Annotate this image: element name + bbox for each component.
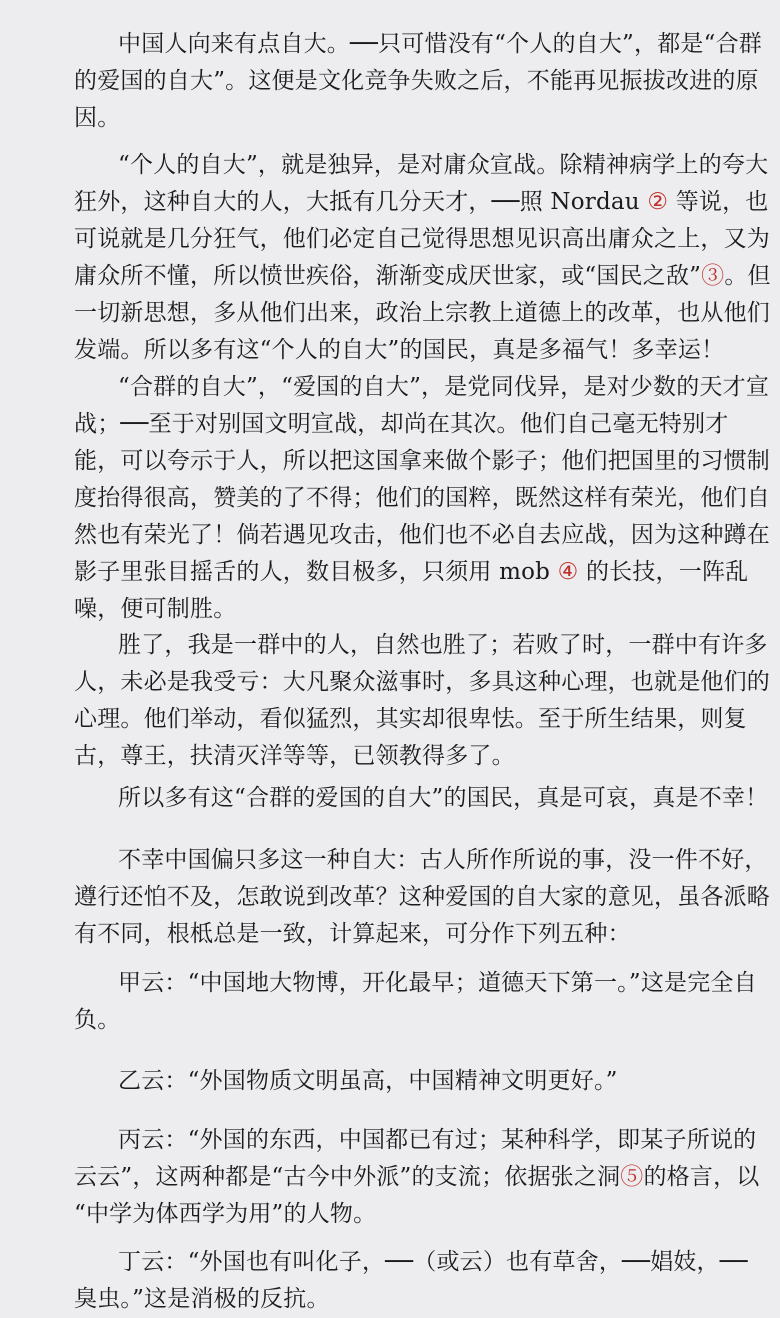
footnote-marker-2[interactable]: ② — [647, 189, 669, 215]
paragraph-4 — [74, 627, 770, 775]
footnote-marker-5[interactable]: ⑤ — [620, 1164, 644, 1190]
footnote-marker-4[interactable]: ④ — [557, 559, 579, 585]
paragraph-line: 丙云：“外国的东西，中国都已有过；某种科学，即某子所说的 — [118, 1127, 757, 1153]
paragraph-line — [74, 184, 769, 221]
paragraph-line: 胜了，我是一群中的人，自然也胜了；若败了时，一群中有许多 — [118, 632, 768, 658]
paragraph-line: 乙云：“外国物质文明虽高，中国精神文明更好。” — [118, 1068, 618, 1094]
paragraph-line: 因。 — [74, 105, 121, 131]
paragraph-3 — [74, 369, 770, 628]
paragraph-line — [74, 554, 749, 591]
line-text: 狂外，这种自大的人，大抵有几分天才，──照 Nordau — [74, 189, 640, 215]
paragraph-line: 中国人向来有点自大。──只可惜没有“个人的自大”，都是“合群 — [118, 31, 762, 57]
paragraph-line: 有不同，根柢总是一致，计算起来，可分作下列五种： — [74, 921, 631, 947]
paragraph-line: 负。 — [74, 1007, 121, 1033]
paragraph-line: 遵行还怕不及，怎敢说到改革？这种爱国的自大家的意见，虽各派略 — [74, 884, 770, 910]
paragraph-line: 丁云：“外国也有叫化子，──（或云）也有草舍，──娼妓，── — [118, 1249, 748, 1275]
line-text: 云云”，这两种都是“古今中外派”的支流；依据张之洞 — [74, 1164, 621, 1190]
paragraph-line: 甲云：“中国地大物博，开化最早；道德天下第一。”这是完全自 — [118, 970, 757, 996]
line-text: 等说，也 — [675, 189, 769, 215]
paragraph-line: 所以多有这“合群的爱国的自大”的国民，真是可哀，真是不幸！ — [118, 785, 769, 811]
line-text: 庸众所不懂，所以愤世疾俗，渐渐变成厌世家，或“国民之敌” — [74, 263, 702, 289]
line-text: 。但 — [724, 263, 771, 289]
paragraph-line: 噪，便可制胜。 — [74, 596, 237, 622]
paragraph-5 — [74, 780, 769, 817]
paragraph-9 — [74, 1122, 760, 1233]
paragraph-line: 的爱国的自大”。这便是文化竞争失败之后，不能再见振拔改进的原 — [74, 68, 759, 94]
paragraph-line — [74, 258, 771, 295]
line-text: 的格言，以 — [643, 1164, 760, 1190]
paragraph-10 — [74, 1244, 748, 1318]
paragraph-line: “中学为体西学为用”的人物。 — [74, 1201, 377, 1227]
paragraph-line: 古，尊王，扶清灭洋等等，已领教得多了。 — [74, 743, 515, 769]
paragraph-line: 度抬得很高，赞美的了不得；他们的国粹，既然这样有荣光，他们自 — [74, 485, 770, 511]
paragraph-8 — [74, 1063, 714, 1100]
footnote-marker-3[interactable]: ③ — [701, 263, 725, 289]
paragraph-1 — [74, 26, 762, 137]
paragraph-line: 可说就是几分狂气，他们必定自己觉得思想见识高出庸众之上，又为 — [74, 226, 770, 252]
paragraph-line: 发端。所以多有这“个人的自大”的国民，真是多福气！多幸运！ — [74, 337, 725, 363]
paragraph-2 — [74, 147, 771, 369]
paragraph-line: 战；──至于对别国文明宣战，却尚在其次。他们自己毫无特别才 — [74, 411, 729, 437]
paragraph-7 — [74, 965, 757, 1039]
paragraph-line: 人，未必是我受亏：大凡聚众滋事时，多具这种心理，也就是他们的 — [74, 669, 770, 695]
paragraph-line: 不幸中国偏只多这一种自大：古人所作所说的事，没一件不好， — [118, 847, 768, 873]
line-text: 的长技，一阵乱 — [585, 559, 749, 585]
paragraph-line: 一切新思想，多从他们出来，政治上宗教上道德上的改革，也从他们 — [74, 300, 770, 326]
paragraph-line: “合群的自大”，“爱国的自大”，是党同伐异，是对少数的天才宣 — [118, 374, 770, 400]
paragraph-line: 能，可以夸示于人，所以把这国拿来做个影子；他们把国里的习惯制 — [74, 448, 770, 474]
paragraph-line: 臭虫。”这是消极的反抗。 — [74, 1286, 330, 1312]
paragraph-line: “个人的自大”，就是独异，是对庸众宣战。除精神病学上的夸大 — [118, 152, 769, 178]
paragraph-line: 心理。他们举动，看似猛烈，其实却很卑怯。至于所生结果，则复 — [74, 706, 747, 732]
paragraph-line — [74, 1159, 760, 1196]
paragraph-6 — [74, 842, 770, 953]
paragraph-line: 然也有荣光了！倘若遇见攻击，他们也不必自去应战，因为这种蹲在 — [74, 522, 770, 548]
line-text: 影子里张目摇舌的人，数目极多，只须用 mob — [74, 559, 551, 585]
